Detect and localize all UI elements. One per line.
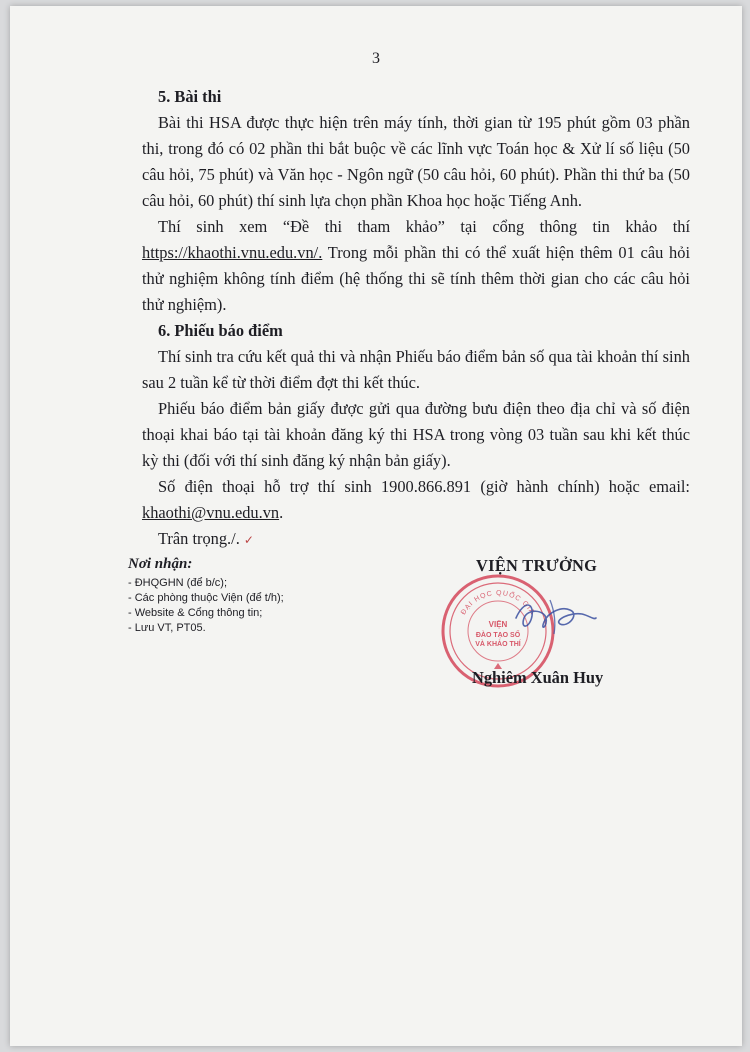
support-text: Số điện thoại hỗ trợ thí sinh 1900.866.891 (giờ hành chính) hoặc email: [158,477,690,496]
reference-text-after: Trong mỗi phần thi có thể xuất hiện thêm 01 câu hỏi thử nghiệm không tính điểm (hệ thống thi sẽ tính thêm thời gian cho các câu hỏi thử nghiệm). [142,243,690,314]
handwritten-signature-icon [510,588,600,638]
signer-name: Nghiêm Xuân Huy [472,668,604,687]
recipients-block [128,556,388,636]
recipient-item: - ĐHQGHN (để b/c); [128,577,228,589]
recipient-item: - Lưu VT, PT05. [128,622,206,634]
stamp-line-2: ĐÀO TẠO SỐ [475,632,521,639]
closing-line [142,526,690,553]
recipients-title: Nơi nhận: [128,556,193,572]
support-paragraph [142,474,690,526]
exam-reference-paragraph [142,214,690,318]
section-heading-exam: 5. Bài thi [158,87,222,106]
stamp-line-3: VÀ KHẢO THÍ [475,641,521,648]
page-number: 3 [372,50,380,67]
stamp-line-1: VIỆN [488,620,508,629]
score-lookup-paragraph: Thí sinh tra cứu kết quả thi và nhận Phiếu báo điểm bản số qua tài khoản thí sinh sau 2 tuần kể từ thời điểm đợt thi kết thúc. [142,347,690,392]
support-email-link[interactable]: khaothi@vnu.edu.vn [142,503,280,522]
recipient-item: - Các phòng thuộc Viện (để t/h); [128,592,284,604]
exam-description: Bài thi HSA được thực hiện trên máy tính, thời gian từ 195 phút gồm 03 phần thi, trong đó có 02 phần thi bắt buộc về các lĩnh vực Toán học & Xử lí số liệu (50 câu hỏi, 75 phút) và Văn học - Ngôn ngữ (50 câu hỏi, 60 phút). Phần thi thứ ba (50 câu hỏi, 60 phút) thí sinh lựa chọn phần Khoa học hoặc Tiếng Anh. [142,113,690,210]
reference-text: Thí sinh xem “Đề thi tham khảo” tại cổng thông tin khảo thí [158,217,690,236]
recipient-item: - Website & Cổng thông tin; [128,607,263,619]
paper-report-paragraph: Phiếu báo điểm bản giấy được gửi qua đường bưu điện theo địa chỉ và số điện thoại khai báo tại tài khoản đăng ký thi HSA trong vòng 03 tuần sau khi kết thúc kỳ thi (đối với thí sinh đăng ký nhận bản giấy). [142,399,690,470]
stamp-arc-text: ĐẠI HỌC QUỐC GIA [460,589,536,617]
check-mark-icon: ✓ [243,533,254,547]
support-text-after: . [279,503,284,522]
document-body [142,84,690,553]
signer-title: VIỆN TRƯỞNG [476,556,598,575]
reference-link[interactable]: https://khaothi.vnu.edu.vn/. [142,243,323,262]
section-heading-score-report: 6. Phiếu báo điểm [158,321,283,340]
document-page [10,6,742,1046]
closing-text: Trân trọng./. [158,529,240,548]
